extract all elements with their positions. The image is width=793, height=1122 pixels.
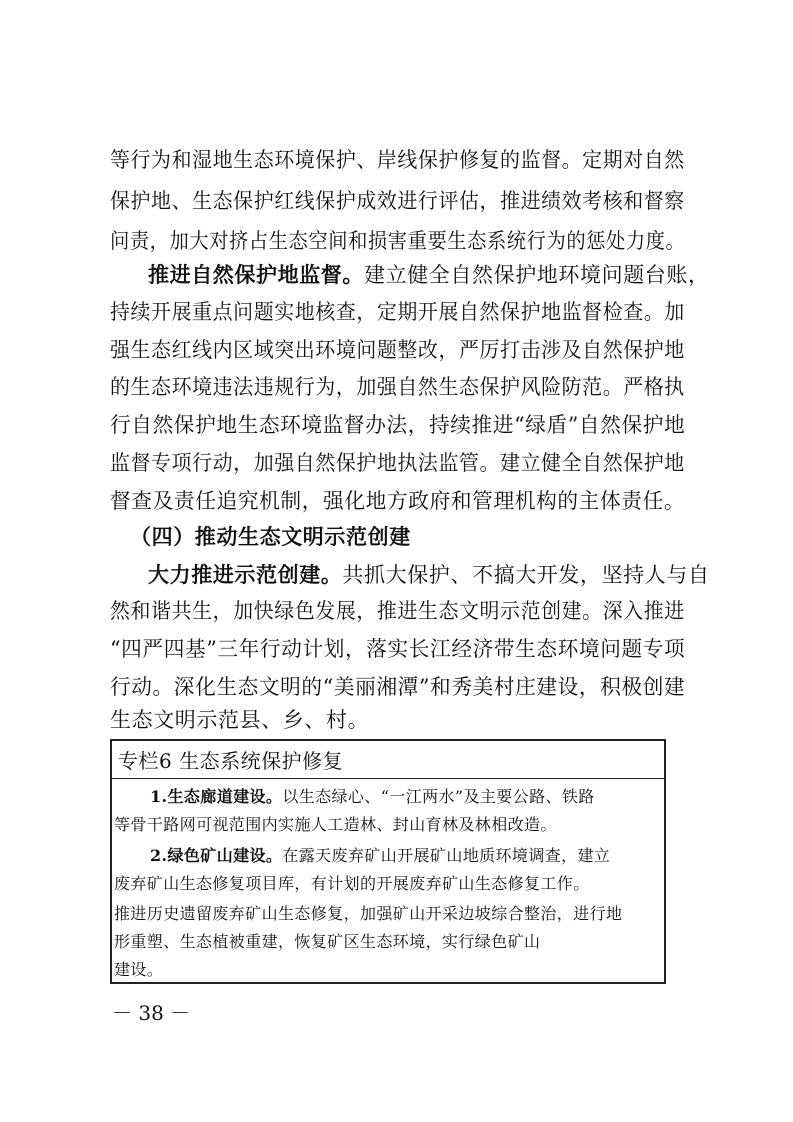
paragraph-line: 保护地、生态保护红线保护成效进行评估，推进绩效考核和督察 — [110, 189, 685, 213]
box-item-lead-rest: 在露天废弃矿山开展矿山地质环境调查，建立 — [282, 846, 611, 865]
paragraph-line: “四严四基”三年行动计划，落实长江经济带生态环境问题专项 — [110, 637, 686, 661]
paragraph-line: 生态文明示范县、乡、村。 — [110, 708, 370, 732]
paragraph-lead-bold: 大力推进示范创建。 — [148, 562, 343, 587]
box-item-lead-bold: 2.绿色矿山建设。 — [150, 846, 283, 865]
paragraph-line: 监督专项行动，加强自然保护地执法监管。建立健全自然保护地 — [110, 451, 685, 475]
paragraph-lead-bold: 推进自然保护地监督。 — [148, 262, 364, 287]
paragraph-line: 强生态红线内区域突出环境问题整改，严厉打击涉及自然保护地 — [110, 338, 685, 362]
box-item-first-line — [150, 789, 595, 805]
paragraph-first-line — [148, 264, 710, 286]
paragraph-line: 行自然保护地生态环境监督办法，持续推进“绿盾”自然保护地 — [110, 413, 686, 437]
box-item-line: 建设。 — [114, 960, 164, 979]
paragraph-line: 的生态环境违法违规行为，加强自然生态保护风险防范。严格执 — [110, 375, 685, 399]
box-item-line: 废弃矿山生态修复项目库，有计划的开展废弃矿山生态修复工作。 — [114, 874, 590, 893]
paragraph-line: 然和谐共生，加快绿色发展，推进生态文明示范创建。深入推进 — [110, 599, 685, 623]
box-item-line: 等骨干路网可视范围内实施人工造林、封山育林及林相改造。 — [114, 815, 557, 834]
box-item-line: 推进历史遗留废弃矿山生态修复，加强矿山开采边坡综合整治，进行地 — [114, 904, 623, 923]
box-item-lead-bold: 1.生态廊道建设。 — [150, 787, 283, 806]
box-item-line: 形重塑、生态植被重建，恢复矿区生态环境，实行绿色矿山 — [114, 932, 541, 951]
paragraph-line: 持续开展重点问题实地核查，定期开展自然保护地监督检查。加 — [110, 300, 685, 324]
paragraph-line: 问责，加大对挤占生态空间和损害重要生态系统行为的惩处力度。 — [110, 229, 686, 253]
paragraph-line: 督查及责任追究机制，强化地方政府和管理机构的主体责任。 — [110, 489, 686, 513]
page-number: － 38 － — [112, 1001, 191, 1025]
paragraph-line: 行动。深化生态文明的“美丽湘潭”和秀美村庄建设，积极创建 — [110, 675, 686, 699]
column-box-title: 专栏6 生态系统保护修复 — [118, 749, 344, 773]
paragraph-lead-rest: 共抓大保护、不搞大开发，坚持人与自 — [342, 563, 710, 587]
paragraph-lead-rest: 建立健全自然保护地环境问题台账， — [364, 263, 710, 287]
section-heading: （四）推动生态文明示范创建 — [130, 524, 411, 549]
column-box-divider — [110, 778, 666, 779]
box-item-lead-rest: 以生态绿心、“一江两水”及主要公路、铁路 — [282, 787, 595, 806]
paragraph-first-line — [148, 564, 710, 586]
box-item-first-line — [150, 848, 610, 864]
paragraph-line: 等行为和湿地生态环境保护、岸线保护修复的监督。定期对自然 — [110, 148, 685, 172]
